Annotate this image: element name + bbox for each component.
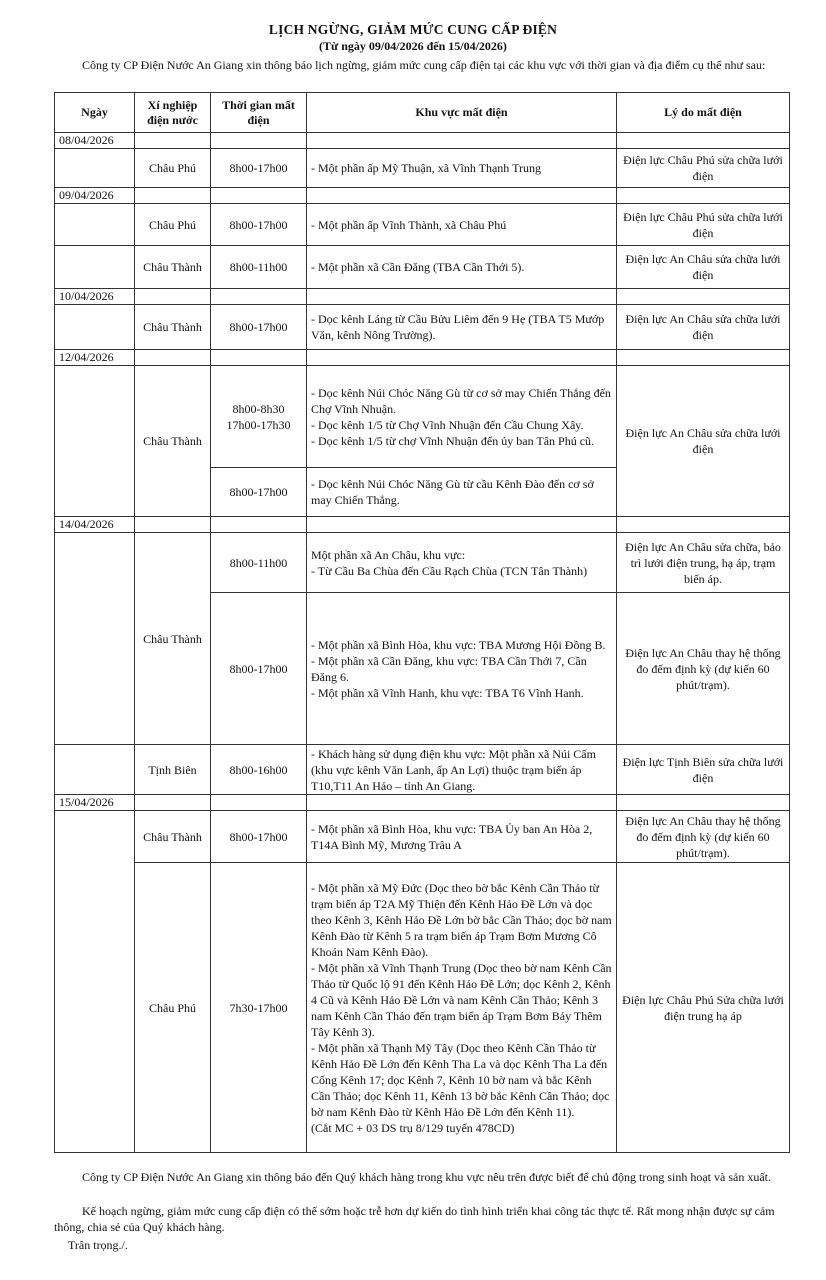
area-line: - Một phần xã Cần Đăng, khu vực: TBA Cần Thới 7, Cần Đăng 6. [311,653,587,684]
header-reason: Lý do mất điện [617,93,790,133]
area-cell: - Dọc kênh Núi Chóc Năng Gù từ cầu Kênh Đào đến cơ sở may Chiến Thắng. [307,468,617,517]
date-row [55,188,790,204]
reason-cell: Điện lực An Châu sửa chữa lưới điện [617,246,790,289]
date-cell: 12/04/2026 [55,350,135,366]
area-line: - Một phần xã Vĩnh Hanh, khu vực: TBA T6 Vĩnh Hanh. [311,685,584,700]
area-line: - Một phần xã Vĩnh Thạnh Trung (Dọc theo bờ nam Kênh Cần Thảo từ Quốc lộ 91 đến Kênh Hảo Đề Lớn; dọc Kênh 2, Kênh 4 Cũ và Kênh Hảo Đề Lớn và nam Kênh Cần Thảo; Kênh 3 nam Kênh Cần Thảo đến trạm biến áp Trạm Bơm Bảy Thêm Tây Kênh 3). [311,960,612,1039]
area-cell [307,863,617,1153]
table-row [55,366,790,468]
table-row [55,204,790,246]
area-cell: - Dọc kênh Láng từ Cầu Bửu Liêm đến 9 Hẹ (TBA T5 Mướp Văn, kênh Nông Trường). [307,305,617,350]
time-cell: 8h00-17h00 [211,811,307,863]
reason-cell: Điện lực An Châu sửa chữa, bảo trì lưới điện trung, hạ áp, trạm biến áp. [617,533,790,593]
unit-cell: Châu Thành [135,305,211,350]
time-cell [211,366,307,468]
date-row [55,133,790,149]
area-cell: - Một phần ấp Vĩnh Thành, xã Châu Phú [307,204,617,246]
time-cell: 8h00-17h00 [211,204,307,246]
header-area: Khu vực mất điện [307,93,617,133]
time-cell: 8h00-17h00 [211,305,307,350]
time-cell: 8h00-17h00 [211,149,307,188]
reason-cell: Điện lực An Châu sửa chữa lưới điện [617,366,790,517]
unit-cell: Châu Thành [135,366,211,517]
table-row [55,305,790,350]
header-row [55,93,790,133]
page-subtitle: (Từ ngày 09/04/2026 đến 15/04/2026) [319,39,507,53]
date-cell: 15/04/2026 [55,795,135,811]
reason-cell: Điện lực Châu Phú sửa chữa lưới điện [617,149,790,188]
header-unit: Xí nghiệp điện nước [135,93,211,133]
unit-cell: Châu Thành [135,246,211,289]
unit-cell: Châu Phú [135,149,211,188]
area-line: - Dọc kênh 1/5 từ chợ Vĩnh Nhuận đến ủy ban Tân Phú cũ. [311,433,595,448]
reason-cell: Điện lực An Châu sửa chữa lưới điện [617,305,790,350]
reason-cell: Điện lực Châu Phú Sửa chữa lưới điện trung hạ áp [617,863,790,1153]
unit-cell: Châu Thành [135,533,211,745]
time-slot-1: 8h00-8h30 [232,401,285,416]
area-line: - Dọc kênh 1/5 từ Chợ Vĩnh Nhuận đến Cầu Chung Xây. [311,417,584,432]
area-cell: - Một phần ấp Mỹ Thuận, xã Vĩnh Thạnh Trung [307,149,617,188]
date-row [55,795,790,811]
time-cell: 7h30-17h00 [211,863,307,1153]
table-row [55,149,790,188]
table-row [55,745,790,795]
time-cell: 8h00-11h00 [211,246,307,289]
unit-cell: Tịnh Biên [135,745,211,795]
reason-cell: Điện lực An Châu thay hệ thống đo đếm định kỳ (dự kiến 60 phút/trạm). [617,593,790,745]
unit-cell: Châu Phú [135,863,211,1153]
area-line: - Từ Cầu Ba Chùa đến Cầu Rạch Chùa (TCN Tân Thành) [311,563,588,578]
unit-cell: Châu Thành [135,811,211,863]
area-line: (Cắt MC + 03 DS trụ 8/129 tuyến 478CD) [311,1120,515,1135]
header-time: Thời gian mất điện [211,93,307,133]
date-cell: 10/04/2026 [55,289,135,305]
area-line: - Một phần xã Mỹ Đức (Dọc theo bờ bắc Kênh Cần Thảo từ trạm biến áp T2A Mỹ Thiện đến Kênh Hảo Đề Lớn và dọc theo Kênh 3, Kênh Hảo Đề Lớn bờ bắc Cần Thảo; dọc bờ nam Kênh Đào từ Kênh 5 ra trạm biến áp Trạm Bơm Mương Cô Khoán Nam Kênh Đào). [311,880,612,959]
time-cell: 8h00-16h00 [211,745,307,795]
table-row [55,533,790,593]
page-title: LỊCH NGỪNG, GIẢM MỨC CUNG CẤP ĐIỆN [268,22,558,37]
area-cell: - Một phần xã Bình Hòa, khu vực: TBA Ủy ban An Hòa 2, T14A Bình Mỹ, Mương Trâu A [307,811,617,863]
area-cell: - Khách hàng sử dụng điện khu vực: Một phần xã Núi Cấm (khu vực kênh Văn Lanh, ấp An Lợi) thuộc trạm biến áp T10,T11 An Hảo – tỉnh An Giang. [307,745,617,795]
time-slot-2: 17h00-17h30 [226,417,291,432]
area-cell [307,366,617,468]
table-row [55,246,790,289]
reason-cell: Điện lực An Châu thay hệ thống đo đếm định kỳ (dự kiến 60 phút/trạm). [617,811,790,863]
area-line: - Một phần xã Bình Hòa, khu vực: TBA Mương Hội Đồng B. [311,637,606,652]
time-cell: 8h00-17h00 [211,468,307,517]
area-line: Một phần xã An Châu, khu vực: [311,547,466,562]
footer-closing: Trân trọng./. [68,1238,128,1252]
date-row [55,289,790,305]
reason-cell: Điện lực Tịnh Biên sửa chữa lưới điện [617,745,790,795]
area-line: - Dọc kênh Núi Chóc Năng Gù từ cơ sở may Chiến Thắng đến Chợ Vĩnh Nhuận. [311,385,611,416]
outage-schedule-table [54,92,790,1153]
area-cell [307,533,617,593]
footer-notice: Công ty CP Điện Nước An Giang xin thông báo đến Quý khách hàng trong khu vực nêu trên được biết để chủ động trong sinh hoạt và sản xuất. [82,1170,771,1184]
table-row [55,811,790,863]
time-cell: 8h00-17h00 [211,593,307,745]
reason-cell: Điện lực Châu Phú sửa chữa lưới điện [617,204,790,246]
date-cell: 08/04/2026 [55,133,135,149]
table-row [55,863,790,1153]
intro-paragraph: Công ty CP Điện Nước An Giang xin thông báo lịch ngừng, giảm mức cung cấp điện tại các khu vực với thời gian và địa điểm cụ thể như sau: [82,58,766,72]
date-row [55,517,790,533]
area-cell [307,593,617,745]
unit-cell: Châu Phú [135,204,211,246]
time-cell: 8h00-11h00 [211,533,307,593]
date-cell: 09/04/2026 [55,188,135,204]
date-cell: 14/04/2026 [55,517,135,533]
area-cell: - Một phần xã Cần Đăng (TBA Cần Thới 5). [307,246,617,289]
date-row [55,350,790,366]
header-date: Ngày [55,93,135,133]
area-line: - Một phần xã Thạnh Mỹ Tây (Dọc theo Kênh Cần Thảo từ Kênh Hảo Đề Lớn đến Kênh Tha La và dọc Kênh Tha La đến Cống Kênh 17; dọc Kênh 7, Kênh 10 bờ nam và bắc Kênh Cần Thảo; dọc Kênh 11, Kênh 13 bờ bắc Kênh Cần Thảo; dọc bờ nam Kênh Đào từ Kênh Hảo Đề Lớn đến Kênh 11). [311,1040,610,1119]
footer-disclaimer: Kế hoạch ngừng, giảm mức cung cấp điện có thể sớm hoặc trễ hơn dự kiến do tình hình triển khai công tác thực tế. Rất mong nhận được sự cảm thông, chia sẻ của Quý khách hàng. [54,1204,775,1234]
